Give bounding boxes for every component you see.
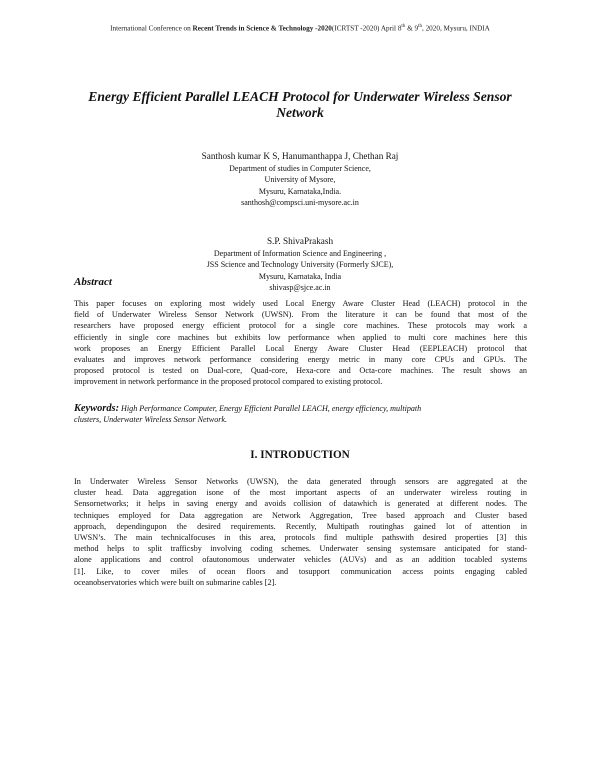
header-date-start: (ICRTST -2020) April 8 xyxy=(331,24,402,33)
author-department: Department of Information Science and Engineering , xyxy=(213,249,387,259)
abstract-line: field of Underwater Wireless Sensor Network (UWSN). From the literature it can be found that most of the xyxy=(74,310,527,320)
intro-line: Sensornetworks; it helps in saving energy and avoids collision of datawhich is generated at different nodes. The xyxy=(74,499,527,509)
intro-line: oceanobservatories which were built on submarine cables [2]. xyxy=(74,577,277,587)
conference-header xyxy=(0,24,600,32)
keywords-text-1: High Performance Computer, Energy Efficient Parallel LEACH, energy efficiency, multipath xyxy=(119,404,422,413)
abstract-line: improvement in network performance in the proposed protocol compared to existing protocol. xyxy=(74,377,383,387)
abstract-heading: Abstract xyxy=(74,276,112,288)
intro-line: In Underwater Wireless Sensor Networks (UWSN), the data generated through sensors are aggregated at the xyxy=(74,477,527,486)
keywords-label: Keywords: xyxy=(74,403,120,414)
abstract-line: researchers have proposed energy efficient protocol for a single core machines. These protocols may work a xyxy=(74,321,527,331)
paper-title-line-1: Energy Efficient Parallel LEACH Protocol for Underwater Wireless Sensor xyxy=(88,89,512,104)
abstract-line: This paper focuses on exploring most widely used Local Energy Aware Cluster Head (LEACH) protocol in the xyxy=(74,299,527,308)
author-names: Santhosh kumar K S, Hanumanthappa J, Chethan Raj xyxy=(201,151,399,161)
author-email: santhosh@compsci.uni-mysore.ac.in xyxy=(241,197,359,207)
intro-line: method helps to split trafficsby involving coding schemes. Underwater sensing systemsare anticipated for stand- xyxy=(74,544,527,554)
keywords-block xyxy=(74,403,527,425)
author-organization: University of Mysore, xyxy=(264,175,336,185)
intro-line: cluster head. Data aggregation isone of the most important aspects of an underwater wireless routing in xyxy=(74,488,527,498)
paper-title xyxy=(60,89,540,121)
abstract-line: proposed protocol is tested on Dual-core, Quad-core, Hexa-core and Octa-core machines. The result shows an xyxy=(74,366,527,376)
abstract-line: evaluates and improves network performance considering energy metric in many core CPUs and GPUs. The xyxy=(74,355,527,365)
keywords-text-2: clusters, Underwater Wireless Sensor Network. xyxy=(74,415,228,425)
header-sup-2: th xyxy=(418,24,422,29)
header-date-amp: & 9 xyxy=(405,24,419,33)
intro-line: alone applications and control ofautonomous underwater vehicles (AUVs) and as an addition tocabled systems xyxy=(74,555,527,565)
author-block-2 xyxy=(100,236,500,293)
author-location: Mysuru, Karnataka, India xyxy=(258,271,342,281)
author-names: S.P. ShivaPrakash xyxy=(266,236,334,246)
header-sup-1: th xyxy=(401,24,406,29)
abstract-body xyxy=(74,298,527,388)
intro-line: UWSN’s. The main technicalfocuses in this area, protocols find multiple pathswith desired properties [3] this xyxy=(74,533,527,543)
author-organization: JSS Science and Technology University (Formerly SJCE), xyxy=(206,260,394,270)
intro-line: techniques employed for Data aggregation are Network Aggregation, Tree based approach and Cluster based xyxy=(74,510,527,520)
abstract-line: work proposes an Energy Efficient Parallel Local Energy Aware Cluster Head (EEPLEACH) protocol that xyxy=(74,343,527,353)
intro-line: [1]. Like, to cover miles of ocean floors and tosupport communication access points engaging cabled xyxy=(74,566,527,576)
intro-line: approach, dependingupon the desired requirements. Recently, Multipath routinghas gained lot of attention in xyxy=(74,521,527,531)
header-location: , 2020, Mysuru, INDIA xyxy=(421,24,490,33)
author-location: Mysuru, Karnataka,India. xyxy=(258,186,342,196)
author-block-1 xyxy=(100,151,500,208)
header-conference-name: Recent Trends in Science & Technology -2020 xyxy=(192,24,332,33)
author-department: Department of studies in Computer Science, xyxy=(229,164,371,174)
paper-title-line-2: Network xyxy=(276,105,324,120)
introduction-body xyxy=(74,476,527,588)
abstract-line: efficiently in single core machines but exhibits low performance when applied to multi core machines here this xyxy=(74,332,527,342)
author-email: shivasp@sjce.ac.in xyxy=(269,282,331,292)
header-prefix: International Conference on xyxy=(110,24,193,33)
introduction-heading: I. INTRODUCTION xyxy=(250,449,350,461)
